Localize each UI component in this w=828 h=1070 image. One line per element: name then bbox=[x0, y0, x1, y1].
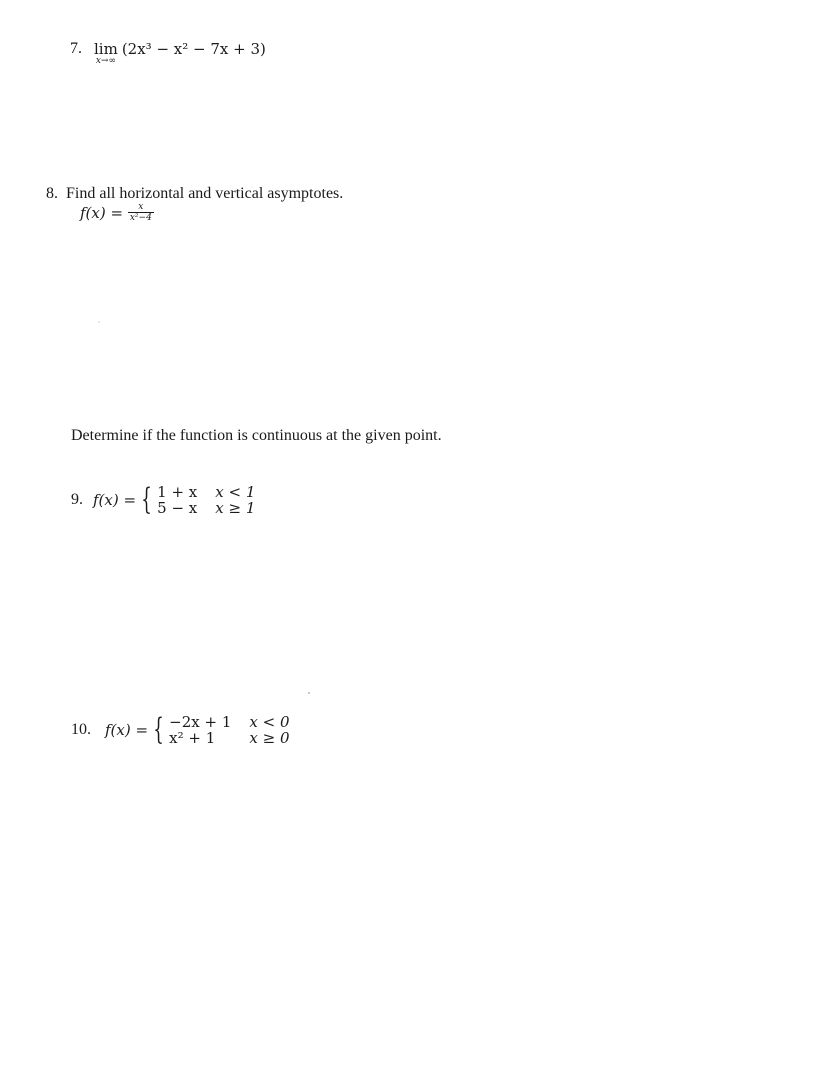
case-expression: 5 − x bbox=[157, 499, 198, 517]
problem-8-number: 8. bbox=[46, 185, 58, 202]
limit-subscript: x→∞ bbox=[95, 56, 116, 66]
problem-8-text: Find all horizontal and vertical asymptotes. bbox=[66, 185, 344, 202]
fraction bbox=[128, 203, 154, 223]
case-condition: x < 0 bbox=[249, 713, 290, 731]
scan-speck bbox=[308, 692, 310, 694]
case-expression: −2x + 1 bbox=[169, 713, 232, 731]
fraction-numerator: x bbox=[138, 202, 144, 212]
case-expression: 1 + x bbox=[157, 483, 198, 501]
limit-expression: (2x³ − x² − 7x + 3) bbox=[121, 40, 266, 58]
case-row bbox=[157, 484, 255, 500]
problem-9-number: 9. bbox=[71, 491, 83, 508]
limit-operator bbox=[94, 40, 118, 66]
problem-10-lhs: f(x) = bbox=[105, 721, 149, 739]
problem-8-lhs: f(x) = bbox=[80, 204, 124, 222]
problem-9 bbox=[71, 484, 255, 516]
scan-speck bbox=[98, 321, 100, 323]
instruction-text: Determine if the function is continuous at the given point. bbox=[71, 427, 442, 444]
case-condition: x ≥ 1 bbox=[215, 499, 256, 517]
problem-9-lhs: f(x) = bbox=[93, 491, 137, 509]
piecewise-cases bbox=[157, 484, 255, 516]
case-row bbox=[169, 714, 289, 730]
problem-10 bbox=[71, 714, 290, 746]
left-brace: { bbox=[141, 482, 152, 517]
limit-word: lim bbox=[94, 40, 118, 58]
left-brace: { bbox=[153, 712, 164, 747]
problem-8-function bbox=[80, 203, 154, 223]
fraction-denominator: x²−4 bbox=[129, 213, 152, 223]
problem-8-question bbox=[46, 185, 343, 203]
case-row bbox=[157, 500, 255, 516]
case-expression: x² + 1 bbox=[169, 729, 216, 747]
problem-7 bbox=[70, 40, 266, 66]
problem-7-number: 7. bbox=[70, 40, 82, 57]
piecewise-cases bbox=[169, 714, 289, 746]
problem-10-number: 10. bbox=[71, 721, 91, 738]
case-row bbox=[169, 730, 289, 746]
case-condition: x ≥ 0 bbox=[249, 729, 290, 747]
case-condition: x < 1 bbox=[215, 483, 256, 501]
